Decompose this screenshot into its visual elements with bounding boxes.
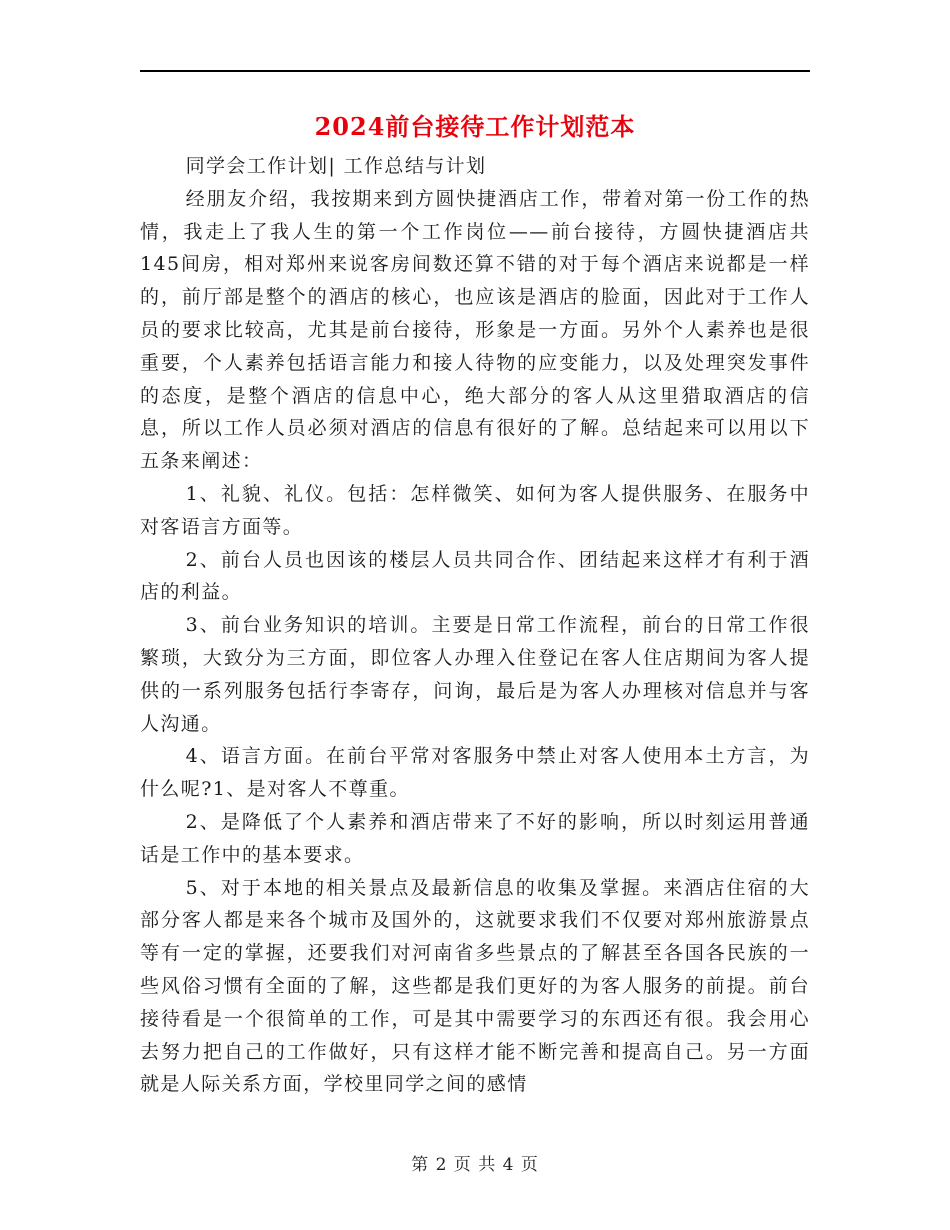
subtitle-line: 同学会工作计划| 工作总结与计划 <box>185 155 487 177</box>
paragraph: 4、语言方面。在前台平常对客服务中禁止对客人使用本土方言，为什么呢?1、是对客人不尊重。 <box>140 745 810 801</box>
page-number: 第 2 页 共 4 页 <box>411 1155 539 1175</box>
document-title: 2024前台接待工作计划范本 <box>314 112 636 141</box>
paragraph: 3、前台业务知识的培训。主要是日常工作流程，前台的日常工作很繁琐，大致分为三方面，即位客人办理入住登记在客人住店期间为客人提供的一系列服务包括行李寄存，问询，最后是为客人办理核对信息并与客人沟通。 <box>140 614 810 735</box>
paragraph: 2、前台人员也因该的楼层人员共同合作、团结起来这样才有利于酒店的利益。 <box>140 548 810 604</box>
paragraph: 1、礼貌、礼仪。包括：怎样微笑、如何为客人提供服务、在服务中对客语言方面等。 <box>140 482 810 538</box>
header-rule <box>140 70 810 72</box>
paragraph: 经朋友介绍，我按期来到方圆快捷酒店工作，带着对第一份工作的热情，我走上了我人生的第一个工作岗位——前台接待，方圆快捷酒店共145间房，相对郑州来说客房间数还算不错的对于每个酒店来说都是一样的，前厅部是整个的酒店的核心，也应该是酒店的脸面，因此对于工作人员的要求比较高，尤其是前台接待，形象是一方面。另外个人素养也是很重要，个人素养包括语言能力和接人待物的应变能力，以及处理突发事件的态度，是整个酒店的信息中心，绝大部分的客人从这里猎取酒店的信息，所以工作人员必须对酒店的信息有很好的了解。总结起来可以用以下五条来阐述： <box>140 187 810 473</box>
document-body <box>140 150 810 1101</box>
paragraph: 2、是降低了个人素养和酒店带来了不好的影响，所以时刻运用普通话是工作中的基本要求。 <box>140 810 810 866</box>
paragraph: 5、对于本地的相关景点及最新信息的收集及掌握。来酒店住宿的大部分客人都是来各个城市及国外的，这就要求我们不仅要对郑州旅游景点等有一定的掌握，还要我们对河南省多些景点的了解甚至各国各民族的一些风俗习惯有全面的了解，这些都是我们更好的为客人服务的前提。前台接待看是一个很简单的工作，可是其中需要学习的东西还有很。我会用心去努力把自己的工作做好，只有这样才能不断完善和提高自己。另一方面就是人际关系方面，学校里同学之间的感情 <box>140 876 810 1096</box>
